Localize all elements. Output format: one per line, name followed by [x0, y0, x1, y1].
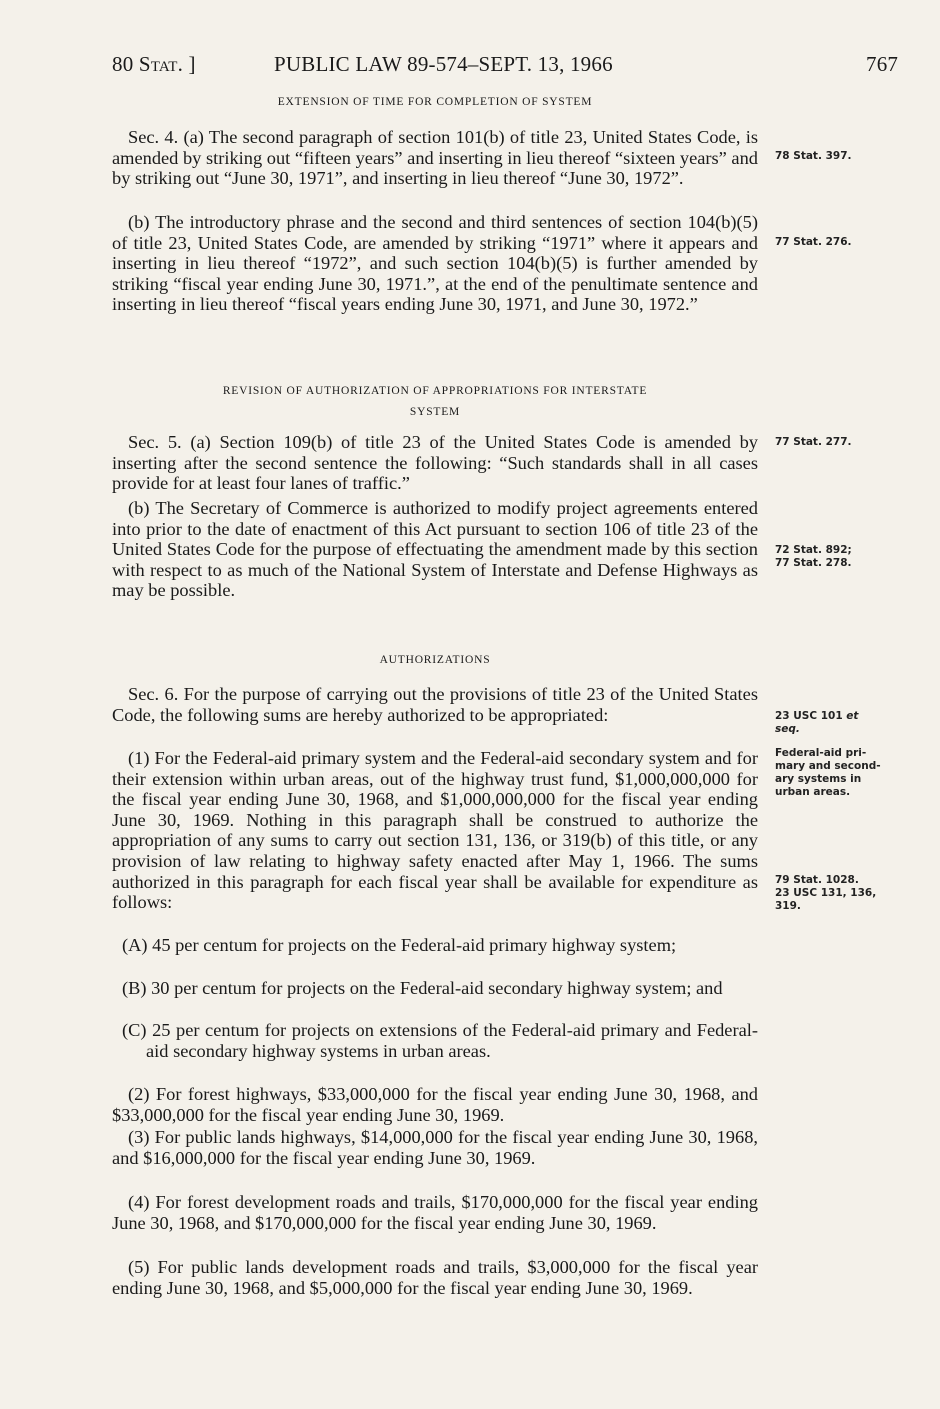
- margin-note-line: mary and second-: [775, 760, 881, 772]
- page-number: 767: [866, 52, 899, 76]
- section-6-1: (1) For the Federal-aid primary system and the Federal-aid secondary system and for their extension within urban areas, out of the highway trust fund, $1,000,000,000 for the fiscal year ending June 30, 1968, and $1,000,000,000 for the fiscal year ending June 30, 1969. Nothing in this paragraph shall be construed to authorize the appropriation of any sums to carry out section 131, 136, or 319(b) of this title, or any provision of law relating to highway safety enacted after May 1, 1966. The sums authorized in this paragraph for each fiscal year shall be available for expenditure as follows:: [112, 748, 758, 913]
- margin-note-line: 23 USC 131, 136,: [775, 887, 877, 899]
- margin-note-72-stat-892: [775, 544, 915, 570]
- margin-note-line: 319.: [775, 900, 801, 912]
- margin-note-line: 79 Stat. 1028.: [775, 874, 859, 886]
- section-5a: Sec. 5. (a) Section 109(b) of title 23 of the United States Code is amended by inserting after the second sentence the following: “Such standards shall in all cases provide for at least four lanes of traffic.”: [112, 432, 758, 494]
- margin-note-line: 72 Stat. 892;: [775, 544, 852, 556]
- margin-note-77-stat-276: 77 Stat. 276.: [775, 236, 852, 248]
- margin-note-line: 77 Stat. 278.: [775, 557, 852, 569]
- margin-note-italic: seq.: [775, 723, 800, 735]
- heading-extension: EXTENSION OF TIME FOR COMPLETION OF SYSTEM: [277, 96, 593, 108]
- margin-note-23-usc-101: [775, 710, 915, 736]
- section-4b: (b) The introductory phrase and the second and third sentences of section 104(b)(5) of title 23, United States Code, are amended by striking “1971” where it appears and inserting in lieu thereof “1972”, and such section 104(b)(5) is further amended by striking “fiscal year ending June 30, 1971.”, at the end of the penultimate sentence and inserting in lieu thereof “fiscal years ending June 30, 1971, and June 30, 1972.”: [112, 212, 758, 315]
- section-6-3: (3) For public lands highways, $14,000,000 for the fiscal year ending June 30, 1968, and $16,000,000 for the fiscal year ending June 30, 1969.: [112, 1127, 758, 1168]
- section-6-1-a: (A) 45 per centum for projects on the Federal-aid primary highway system;: [122, 935, 677, 955]
- header-title: PUBLIC LAW 89-574–SEPT. 13, 1966: [274, 52, 613, 76]
- header-stat-reference: [112, 52, 196, 77]
- section-6-intro: Sec. 6. For the purpose of carrying out the provisions of title 23 of the United States Code, the following sums are hereby authorized to be appropriated:: [112, 684, 758, 725]
- margin-note-line: Federal-aid pri-: [775, 747, 867, 759]
- margin-note-line: urban areas.: [775, 786, 851, 798]
- section-6-4: (4) For forest development roads and trails, $170,000,000 for the fiscal year ending June 30, 1968, and $170,000,000 for the fiscal year ending June 30, 1969.: [112, 1192, 758, 1233]
- section-6-2: (2) For forest highways, $33,000,000 for the fiscal year ending June 30, 1968, and $33,000,000 for the fiscal year ending June 30, 1969.: [112, 1084, 758, 1125]
- heading-revision-line-1: REVISION OF AUTHORIZATION OF APPROPRIATIONS FOR INTERSTATE: [222, 385, 648, 397]
- section-6-1-c: (C) 25 per centum for projects on extensions of the Federal-aid primary and Federal-aid secondary highway systems in urban areas.: [122, 1020, 758, 1061]
- margin-note-78-stat-397: 78 Stat. 397.: [775, 150, 852, 162]
- margin-note-77-stat-277: 77 Stat. 277.: [775, 436, 852, 448]
- section-4a: Sec. 4. (a) The second paragraph of section 101(b) of title 23, United States Code, is amended by striking out “fifteen years” and inserting in lieu thereof “sixteen years” and by striking out “June 30, 1971”, and inserting in lieu thereof “June 30, 1972”.: [112, 127, 758, 189]
- section-6-5: (5) For public lands development roads and trails, $3,000,000 for the fiscal year ending June 30, 1968, and $5,000,000 for the fiscal year ending June 30, 1969.: [112, 1257, 758, 1298]
- margin-note-line: ary systems in: [775, 773, 862, 785]
- heading-authorizations: AUTHORIZATIONS: [379, 654, 491, 666]
- section-6-1-b: (B) 30 per centum for projects on the Federal-aid secondary highway system; and: [122, 978, 723, 998]
- heading-revision-line-2: SYSTEM: [409, 406, 461, 418]
- section-5b: (b) The Secretary of Commerce is authorized to modify project agreements entered into prior to the date of enactment of this Act pursuant to section 106 of title 23 of the United States Code for the purpose of effectuating the amendment made by this section with respect to as much of the National System of Interstate and Defense Highways as may be possible.: [112, 498, 758, 601]
- margin-note-italic: et: [846, 710, 859, 722]
- heading-revision: [112, 381, 758, 423]
- margin-note-federal-aid-systems: [775, 747, 915, 799]
- margin-note-79-stat-1028: [775, 874, 915, 913]
- margin-note-line: 23 USC 101: [775, 710, 843, 722]
- header-stat-text: 80 Stat. ]: [112, 52, 196, 76]
